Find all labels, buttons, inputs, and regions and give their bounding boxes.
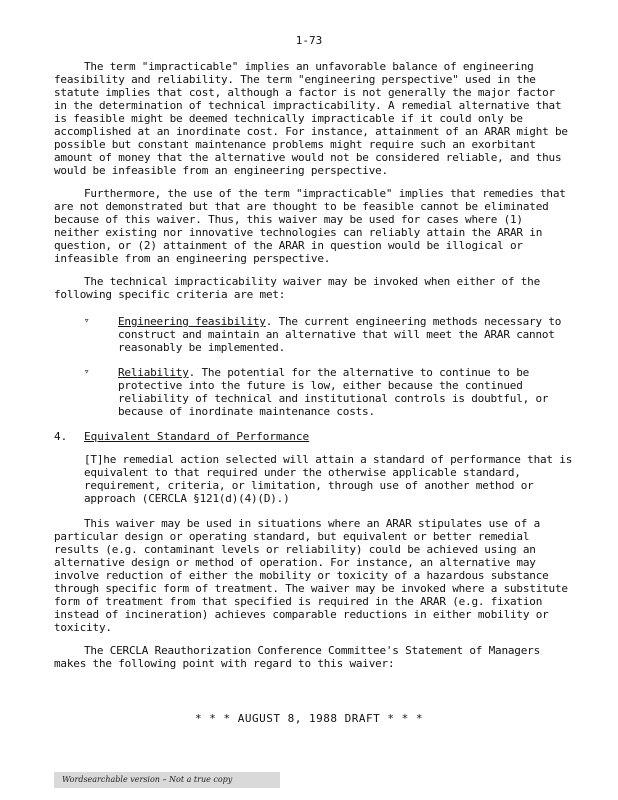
section-number: 4. [54,430,68,443]
paragraph-criteria-intro: The technical impracticability waiver may be invoked when either of the following specific criteria are met: [54,275,541,301]
bullet-text: . The potential for the alternative to continue to be protective into the future is low, either because the continued reliability of technical and institutional controls is doubtful, or because of inordinate maintenance costs. [118,366,549,418]
page-number: 1-73 [295,34,323,47]
criteria-list [54,315,574,418]
wordsearchable-banner: Wordsearchable version – Not a true copy [54,772,280,788]
paragraph-waiver-usage: This waiver may be used in situations where an ARAR stipulates use of a particular design or operating standard, but equivalent or better remedial results (e.g. contaminant levels or reliability) could be achieved using an alternative design or method of operation. For instance, an alternative may involve reduction of either the mobility or toxicity of a hazardous substance through specific form of treatment. The waiver may be invoked where a substitute form of treatment from that specified is required in the ARAR (e.g. fixation instead of incineration) achieves comparable reductions in either mobility or toxicity. [54,517,568,634]
paragraph-impracticable: The term "impracticable" implies an unfavorable balance of engineering feasibility and reliability. The term "engineering perspective" used in the statute implies that cost, although a factor is not generally the major factor in the determination of technical impracticability. A remedial alternative that is feasible might be deemed technically impracticable if it could only be accomplished at an inordinate cost. For instance, attainment of an ARAR might be possible but constant maintenance problems might require such an exorbitant amount of money that the alternative would not be considered reliable, and thus would be infeasible from an engineering perspective. [54,60,568,177]
bullet-text: . The current engineering methods necessary to construct and maintain an alternative that will meet the ARAR cannot reasonably be implemented. [118,315,562,354]
section-title: Equivalent Standard of Performance [84,430,310,443]
section-heading [54,430,574,443]
list-item-engineering-feasibility [54,315,574,354]
draft-date-footer: * * * AUGUST 8, 1988 DRAFT * * * [195,712,423,725]
bullet-term: Engineering feasibility [118,315,266,328]
triangle-bullet-icon: ▿ [84,316,90,326]
paragraph-conference-committee: The CERCLA Reauthorization Conference Committee's Statement of Managers makes the following point with regard to this waiver: [54,644,541,670]
triangle-bullet-icon: ▿ [84,367,90,377]
bullet-term: Reliability [118,366,189,379]
document-body [54,60,574,680]
paragraph-furthermore: Furthermore, the use of the term "impracticable" implies that remedies that are not demonstrated but that are thought to be feasible cannot be eliminated because of this waiver. Thus, this waiver may be used for cases where (1) neither existing nor innovative technologies can reliably attain the ARAR in question, or (2) attainment of the ARAR in question would be illogical or infeasible from an engineering perspective. [54,187,566,265]
list-item-reliability [54,366,574,418]
statutory-quote: [T]he remedial action selected will attain a standard of performance that is equivalent to that required under the otherwise applicable standard, requirement, criteria, or limitation, through use of another method or approach (CERCLA §121(d)(4)(D).) [84,453,573,505]
